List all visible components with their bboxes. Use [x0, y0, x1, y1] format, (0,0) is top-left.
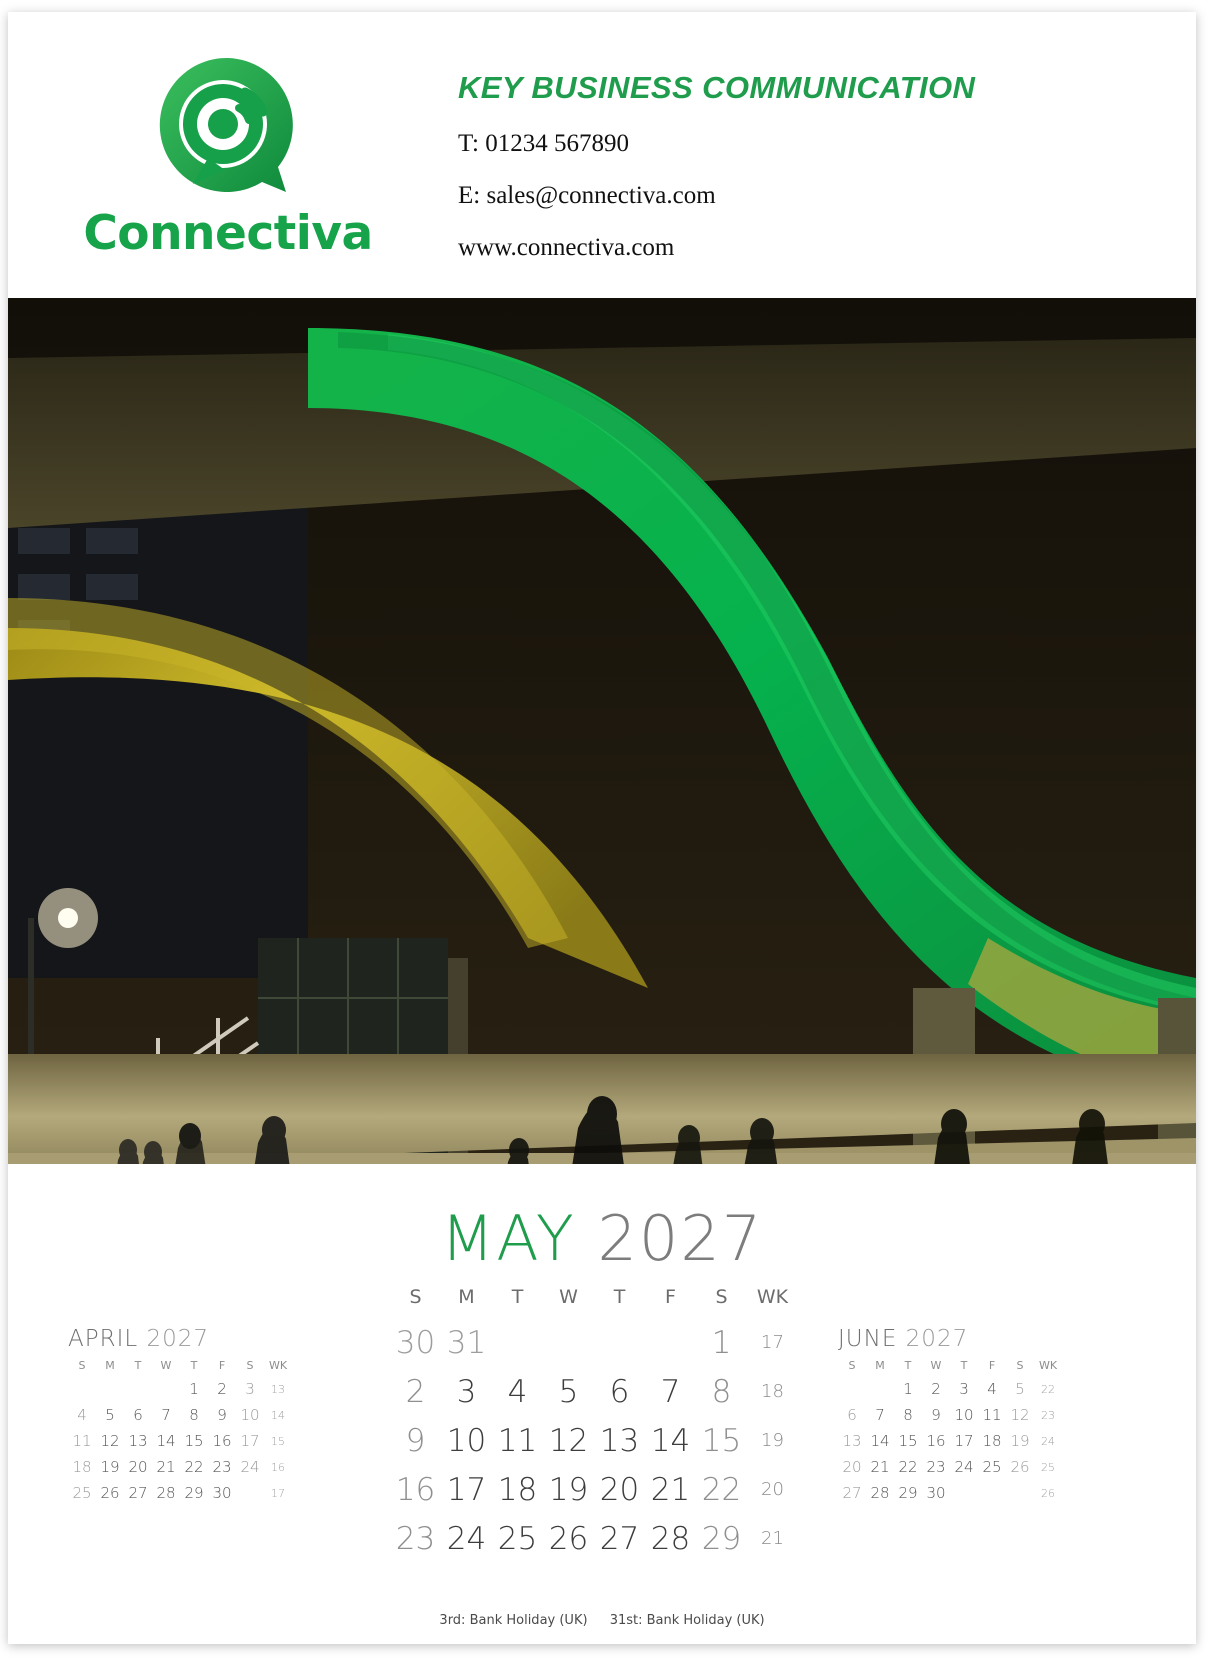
day-cell: 2	[217, 1380, 227, 1398]
tagline: KEY BUSINESS COMMUNICATION	[458, 70, 976, 105]
week-number-cell: 15	[271, 1434, 285, 1448]
day-cell: 23	[395, 1520, 436, 1557]
day-cell	[152, 1376, 180, 1402]
day-cell: 3	[959, 1380, 969, 1398]
day-cell: 29	[701, 1520, 742, 1557]
previous-month-block	[68, 1326, 292, 1506]
day-cell: 5	[558, 1373, 579, 1410]
day-cell: 5	[1015, 1380, 1025, 1398]
day-cell	[492, 1318, 543, 1367]
day-cell: 11	[497, 1422, 538, 1459]
day-cell	[866, 1376, 894, 1402]
website-line: www.connectiva.com	[458, 234, 675, 261]
weekday-header: F	[218, 1359, 226, 1372]
day-cell: 24	[240, 1458, 260, 1476]
weekday-header: T	[511, 1286, 524, 1308]
calendar-week-row	[68, 1402, 292, 1428]
day-cell: 30	[395, 1324, 436, 1361]
weekday-header: S	[246, 1359, 254, 1372]
calendar-week-row	[390, 1318, 798, 1367]
contact-block	[448, 12, 975, 262]
weekday-header: W	[160, 1359, 172, 1372]
day-cell: 30	[212, 1484, 232, 1502]
day-cell: 30	[926, 1484, 946, 1502]
day-cell: 4	[507, 1373, 528, 1410]
day-cell: 20	[842, 1458, 862, 1476]
day-cell: 23	[212, 1458, 232, 1476]
weekday-header: W	[930, 1359, 942, 1372]
calendar-week-row	[838, 1428, 1062, 1454]
day-cell: 20	[128, 1458, 148, 1476]
day-cell: 29	[184, 1484, 204, 1502]
calendar-sheet	[8, 12, 1196, 1644]
day-cell: 31	[446, 1324, 487, 1361]
week-number-header: WK	[756, 1286, 789, 1308]
day-cell: 9	[931, 1406, 941, 1424]
day-cell: 13	[842, 1432, 862, 1450]
day-cell: 10	[446, 1422, 487, 1459]
day-cell: 11	[982, 1406, 1002, 1424]
calendar-week-row	[68, 1376, 292, 1402]
day-cell: 19	[548, 1471, 589, 1508]
day-cell: 9	[405, 1422, 426, 1459]
calendar-week-row	[390, 1367, 798, 1416]
day-cell: 9	[217, 1406, 227, 1424]
day-cell: 23	[926, 1458, 946, 1476]
day-cell: 26	[1010, 1458, 1030, 1476]
main-weekday-header-row	[390, 1286, 798, 1318]
calendar-week-row	[390, 1416, 798, 1465]
calendar-week-row	[838, 1402, 1062, 1428]
day-cell: 18	[497, 1471, 538, 1508]
next-month-title	[838, 1326, 1062, 1352]
day-cell: 28	[156, 1484, 176, 1502]
day-cell: 14	[650, 1422, 691, 1459]
weekday-header: F	[665, 1286, 676, 1308]
week-number-cell: 19	[761, 1430, 784, 1451]
day-cell: 17	[240, 1432, 260, 1450]
day-cell: 24	[954, 1458, 974, 1476]
day-cell	[1006, 1480, 1034, 1506]
day-cell: 18	[982, 1432, 1002, 1450]
phone-line: T: 01234 567890	[458, 130, 629, 157]
weekday-header: W	[559, 1286, 578, 1308]
day-cell: 27	[128, 1484, 148, 1502]
weekday-header: T	[904, 1359, 912, 1372]
day-cell: 7	[161, 1406, 171, 1424]
week-number-cell: 25	[1041, 1460, 1055, 1474]
day-cell: 20	[599, 1471, 640, 1508]
day-cell: 16	[395, 1471, 436, 1508]
day-cell	[68, 1376, 96, 1402]
day-cell: 1	[189, 1380, 199, 1398]
day-cell: 4	[77, 1406, 87, 1424]
day-cell: 12	[548, 1422, 589, 1459]
day-cell: 21	[870, 1458, 890, 1476]
weekday-header: T	[190, 1359, 198, 1372]
day-cell: 15	[184, 1432, 204, 1450]
day-cell	[236, 1480, 264, 1506]
week-number-cell: 24	[1041, 1434, 1055, 1448]
day-cell: 3	[456, 1373, 477, 1410]
day-cell: 17	[446, 1471, 487, 1508]
day-cell: 2	[405, 1373, 426, 1410]
previous-month-grid	[68, 1358, 292, 1506]
previous-month-name: APRIL	[68, 1326, 139, 1352]
day-cell: 22	[701, 1471, 742, 1508]
week-number-cell: 23	[1041, 1408, 1055, 1422]
day-cell: 12	[1010, 1406, 1030, 1424]
main-month-title	[8, 1202, 1196, 1275]
day-cell: 8	[903, 1406, 913, 1424]
day-cell: 18	[72, 1458, 92, 1476]
next-month-name: JUNE	[838, 1326, 898, 1352]
weekday-header-row	[68, 1358, 292, 1376]
week-number-cell: 17	[761, 1332, 784, 1353]
day-cell: 25	[72, 1484, 92, 1502]
day-cell: 27	[599, 1520, 640, 1557]
main-month-year: 2027	[597, 1202, 764, 1275]
day-cell: 4	[987, 1380, 997, 1398]
day-cell: 15	[898, 1432, 918, 1450]
calendar-section	[8, 1164, 1196, 1644]
day-cell	[124, 1376, 152, 1402]
week-number-cell: 20	[761, 1479, 784, 1500]
day-cell: 14	[156, 1432, 176, 1450]
week-number-cell: 22	[1041, 1382, 1055, 1396]
week-number-cell: 18	[761, 1381, 784, 1402]
day-cell: 13	[599, 1422, 640, 1459]
day-cell	[645, 1318, 696, 1367]
weekday-header: M	[105, 1359, 115, 1372]
day-cell	[838, 1376, 866, 1402]
day-cell: 22	[184, 1458, 204, 1476]
week-number-cell: 21	[761, 1528, 784, 1549]
holiday-note: 31st: Bank Holiday (UK)	[609, 1613, 765, 1628]
weekday-header: T	[613, 1286, 626, 1308]
main-month-grid	[390, 1286, 798, 1563]
day-cell: 6	[847, 1406, 857, 1424]
holiday-notes	[8, 1613, 1196, 1628]
weekday-header: S	[78, 1359, 86, 1372]
day-cell	[950, 1480, 978, 1506]
day-cell: 3	[245, 1380, 255, 1398]
main-month-name: MAY	[440, 1202, 576, 1275]
day-cell	[543, 1318, 594, 1367]
week-number-header: WK	[268, 1359, 288, 1372]
calendar-week-row	[390, 1465, 798, 1514]
weekday-header: M	[875, 1359, 885, 1372]
day-cell: 21	[650, 1471, 691, 1508]
weekday-header: S	[715, 1286, 728, 1308]
day-cell: 12	[100, 1432, 120, 1450]
day-cell: 21	[156, 1458, 176, 1476]
next-month-year: 2027	[905, 1326, 969, 1352]
day-cell: 6	[133, 1406, 143, 1424]
logo-block	[8, 12, 448, 261]
day-cell: 6	[609, 1373, 630, 1410]
day-cell: 17	[954, 1432, 974, 1450]
day-cell: 25	[982, 1458, 1002, 1476]
weekday-header: M	[458, 1286, 475, 1308]
week-number-cell: 13	[271, 1382, 285, 1396]
week-number-cell: 14	[271, 1408, 285, 1422]
week-number-cell: 17	[271, 1486, 285, 1500]
day-cell: 16	[926, 1432, 946, 1450]
weekday-header: T	[134, 1359, 142, 1372]
day-cell: 7	[875, 1406, 885, 1424]
calendar-week-row	[838, 1480, 1062, 1506]
day-cell: 1	[711, 1324, 732, 1361]
weekday-header: T	[960, 1359, 968, 1372]
weekday-header: S	[409, 1286, 422, 1308]
day-cell: 27	[842, 1484, 862, 1502]
day-cell: 26	[100, 1484, 120, 1502]
day-cell	[978, 1480, 1006, 1506]
day-cell: 8	[711, 1373, 732, 1410]
calendar-week-row	[68, 1480, 292, 1506]
weekday-header: S	[848, 1359, 856, 1372]
week-number-cell: 26	[1041, 1486, 1055, 1500]
day-cell: 10	[240, 1406, 260, 1424]
day-cell: 11	[72, 1432, 92, 1450]
day-cell: 26	[548, 1520, 589, 1557]
previous-month-year: 2027	[146, 1326, 210, 1352]
holiday-note: 3rd: Bank Holiday (UK)	[439, 1613, 588, 1628]
day-cell: 28	[650, 1520, 691, 1557]
calendar-week-row	[390, 1514, 798, 1563]
logo-wordmark: Connectiva	[83, 206, 373, 261]
day-cell: 19	[1010, 1432, 1030, 1450]
calendar-week-row	[68, 1454, 292, 1480]
day-cell: 16	[212, 1432, 232, 1450]
day-cell: 25	[497, 1520, 538, 1557]
calendar-week-row	[838, 1376, 1062, 1402]
day-cell: 22	[898, 1458, 918, 1476]
day-cell: 1	[903, 1380, 913, 1398]
day-cell: 13	[128, 1432, 148, 1450]
day-cell: 19	[100, 1458, 120, 1476]
email-line: E: sales@connectiva.com	[458, 182, 716, 209]
next-month-grid	[838, 1358, 1062, 1506]
day-cell: 14	[870, 1432, 890, 1450]
day-cell	[594, 1318, 645, 1367]
week-number-cell: 16	[271, 1460, 285, 1474]
day-cell: 29	[898, 1484, 918, 1502]
day-cell: 8	[189, 1406, 199, 1424]
day-cell: 10	[954, 1406, 974, 1424]
day-cell: 2	[931, 1380, 941, 1398]
week-number-header: WK	[1038, 1359, 1058, 1372]
day-cell: 7	[660, 1373, 681, 1410]
next-month-block	[838, 1326, 1062, 1506]
weekday-header: F	[988, 1359, 996, 1372]
feature-photo	[8, 298, 1196, 1164]
calendar-week-row	[68, 1428, 292, 1454]
connectiva-logo-icon	[153, 50, 303, 200]
day-cell	[96, 1376, 124, 1402]
weekday-header: S	[1016, 1359, 1024, 1372]
calendar-week-row	[838, 1454, 1062, 1480]
day-cell: 24	[446, 1520, 487, 1557]
day-cell: 5	[105, 1406, 115, 1424]
header	[8, 12, 1196, 298]
previous-month-title	[68, 1326, 292, 1352]
day-cell: 15	[701, 1422, 742, 1459]
day-cell: 28	[870, 1484, 890, 1502]
weekday-header-row	[838, 1358, 1062, 1376]
